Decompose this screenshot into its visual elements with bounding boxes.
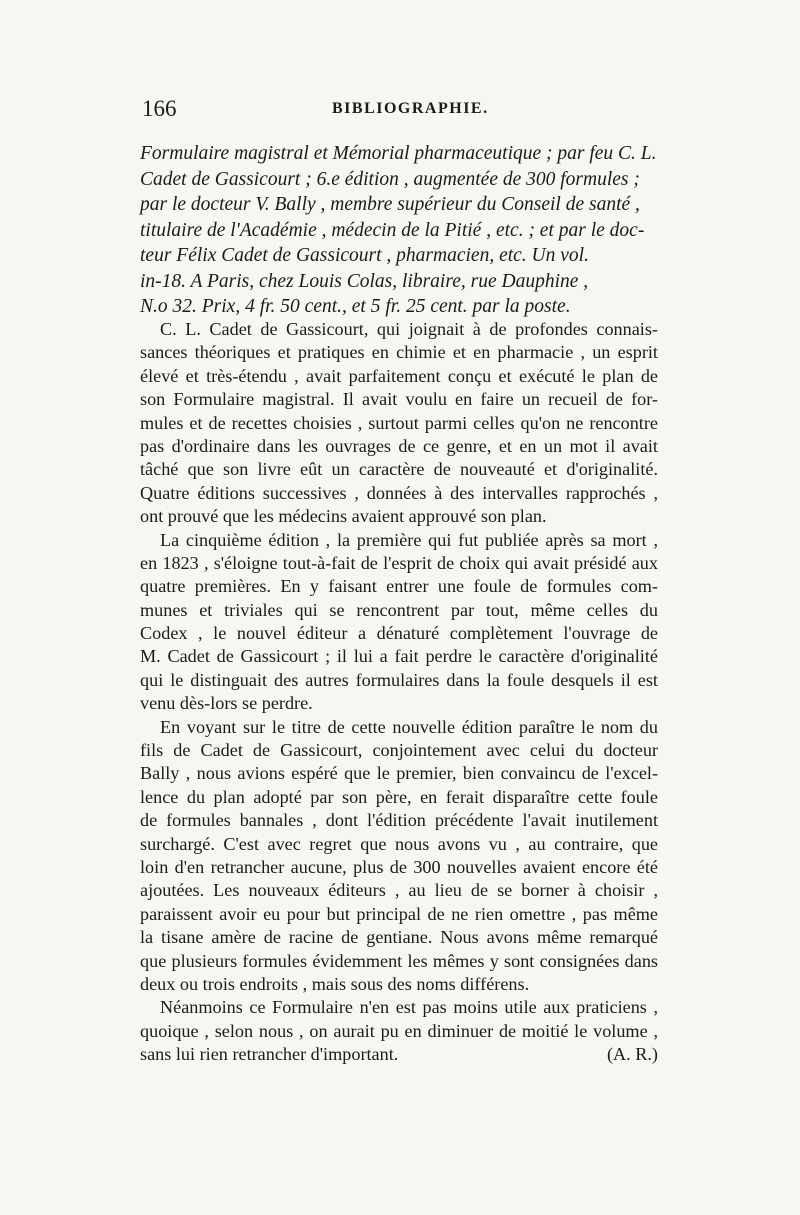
bibliographic-entry [140,141,655,320]
text-line: M. Cadet de Gassicourt ; il lui a fait perdre le caractère d'originalité [140,646,658,667]
text-line: paraissent avoir eu pour but principal de ne rien omettre , pas même [140,903,658,924]
text-line: sances théoriques et pratiques en chimie et en pharmacie , un esprit [140,342,658,363]
text-line: En voyant sur le titre de cette nouvelle édition paraître le nom du [160,716,658,737]
text-line: qui le distinguait des autres formulaires dans la foule desquels il est [140,669,658,690]
text-line: ont prouvé que les médecins avaient approuvé son plan. [140,506,547,527]
biblio-line: Cadet de Gassicourt ; 6.e édition , augmentée de 300 formules ; [140,168,640,190]
text-line: son Formulaire magistral. Il avait voulu en faire un recueil de for- [140,389,658,410]
biblio-line: in-18. A Paris, chez Louis Colas, libraire, rue Dauphine , [140,270,589,292]
text-line: Quatre éditions successives , données à des intervalles rapprochés , [140,482,658,503]
text-line: mules et de recettes choisies , surtout parmi celles qu'on ne rencontre [140,412,658,433]
review-body [140,318,658,1067]
page-header [142,96,662,136]
page-number: 166 [142,96,177,121]
text-line: sans lui rien retrancher d'important. [140,1044,399,1065]
biblio-line: teur Félix Cadet de Gassicourt , pharmacien, etc. Un vol. [140,245,589,266]
paragraph-3 [140,716,658,997]
paragraph-4 [140,996,658,1066]
text-line: surchargé. C'est avec regret que nous avons vu , au contraire, que [140,833,658,854]
text-line: élevé et très-étendu , avait parfaitement conçu et exécuté le plan de [140,365,658,386]
text-line: fils de Cadet de Gassicourt, conjointement avec celui du docteur [140,740,658,761]
text-line: la tisane amère de racine de gentiane. Nous avons même remarqué [140,927,658,948]
text-line: lence du plan adopté par son père, en ferait disparaître cette foule [140,786,658,807]
text-line: pas d'ordinaire dans les ouvrages de ce genre, et en un mot il avait [140,435,658,456]
text-line: Bally , nous avions espéré que le premier, bien convaincu de l'excel- [140,763,658,784]
text-line: venu dès-lors se perdre. [140,693,313,714]
biblio-line: N.o 32. Prix, 4 fr. 50 cent., et 5 fr. 25 cent. par la poste. [140,296,571,317]
text-line: quoique , selon nous , on aurait pu en diminuer de moitié le volume , [140,1020,658,1041]
text-line: que plusieurs formules évidemment les mêmes y sont consignées dans [140,950,658,971]
text-line: La cinquième édition , la première qui fut publiée après sa mort , [160,529,658,550]
paragraph-1 [140,318,658,529]
biblio-line: par le docteur V. Bally , membre supérieur du Conseil de santé , [140,194,640,215]
running-title: BIBLIOGRAPHIE. [332,100,489,117]
text-line-with-signature [140,1043,658,1066]
biblio-line: Formulaire magistral et Mémorial pharmaceutique ; par feu C. L. [140,143,657,164]
paragraph-2 [140,529,658,716]
text-line: C. L. Cadet de Gassicourt, qui joignait à de profondes connais- [160,319,658,339]
text-line: Néanmoins ce Formulaire n'en est pas moins utile aux praticiens , [160,997,658,1018]
text-line: deux ou trois endroits , mais sous des noms différens. [140,973,530,994]
text-line: quatre premières. En y faisant entrer une foule de formules com- [140,576,658,597]
author-signature: (A. R.) [606,1044,658,1065]
text-line: de formules bannales , dont l'édition précédente l'avait inutilement [140,810,658,831]
text-line: Codex , le nouvel éditeur a dénaturé complètement l'ouvrage de [140,623,658,644]
text-line: ajoutées. Les nouveaux éditeurs , au lieu de se borner à choisir , [140,880,658,901]
text-line: en 1823 , s'éloigne tout-à-fait de l'esprit de choix qui avait présidé aux [140,552,658,573]
text-line: munes et triviales qui se rencontrent par tout, même celles du [140,599,658,620]
biblio-line: titulaire de l'Académie , médecin de la Pitié , etc. ; et par le doc- [140,219,645,241]
text-line: loin d'en retrancher aucune, plus de 300 nouvelles avaient encore été [140,856,658,877]
text-line: tâché que son livre eût un caractère de nouveauté et d'originalité. [140,459,658,480]
